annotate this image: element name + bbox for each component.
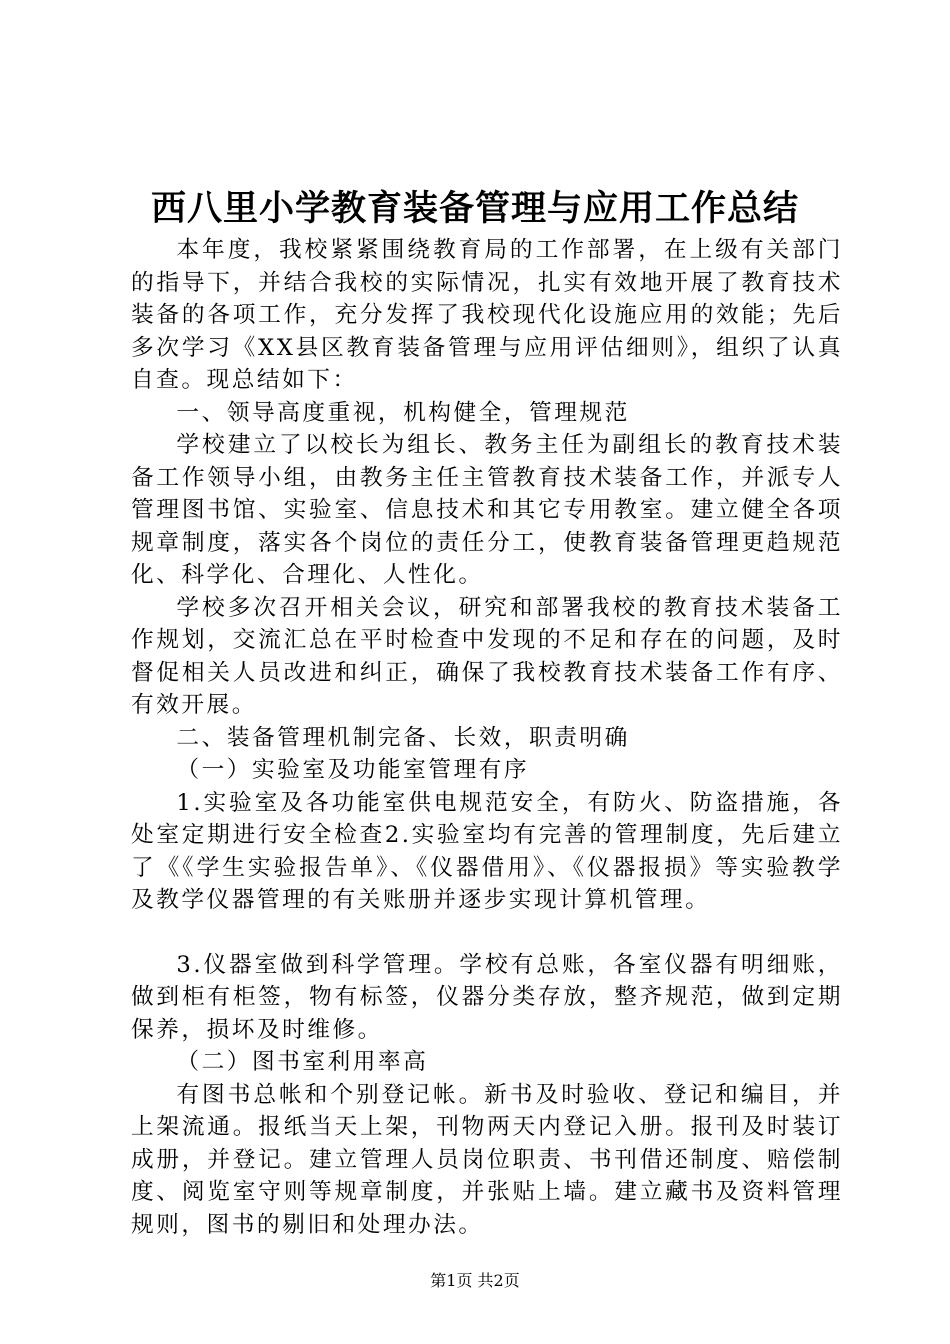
document-body	[131, 234, 843, 1241]
paragraph-leadership-group: 学校建立了以校长为组长、教务主任为副组长的教育技术装备工作领导小组，由教务主任主管教育技术装备工作，并派专人管理图书馆、实验室、信息技术和其它专用教室。建立健全各项规章制度，落实各个岗位的责任分工，使教育装备管理更趋规范化、科学化、合理化、人性化。	[131, 432, 843, 588]
document-title: 西八里小学教育装备管理与应用工作总结	[150, 189, 799, 229]
paragraph-intro: 本年度，我校紧紧围绕教育局的工作部署，在上级有关部门的指导下，并结合我校的实际情况，扎实有效地开展了教育技术装备的各项工作，充分发挥了我校现代化设施应用的效能；先后多次学习《XX县区教育装备管理与应用评估细则》，组织了认真自查。现总结如下：	[131, 237, 843, 393]
paragraph-instrument-room: 3.仪器室做到科学管理。学校有总账，各室仪器有明细账，做到柜有柜签，物有标签，仪器分类存放，整齐规范，做到定期保养，损坏及时维修。	[131, 951, 843, 1043]
section-heading-1: 一、领导高度重视，机构健全，管理规范	[176, 399, 630, 426]
paragraph-library: 有图书总帐和个别登记帐。新书及时验收、登记和编目，并上架流通。报纸当天上架，刊物两天内登记入册。报刊及时装订成册，并登记。建立管理人员岗位职责、书刊借还制度、赔偿制度、阅览室守则等规章制度，并张贴上墙。建立藏书及资料管理规则，图书的剔旧和处理办法。	[131, 1081, 843, 1238]
section-heading-2: 二、装备管理机制完备、长效，职责明确	[176, 724, 630, 751]
paragraph-lab-management: 1.实验室及各功能室供电规范安全，有防火、防盗措施，各处室定期进行安全检查2.实验室均有完善的管理制度，先后建立了《《学生实验报告单》、《仪器借用》、《仪器报损》等实验教学及教学仪器管理的有关账册并逐步实现计算机管理。	[131, 789, 843, 913]
paragraph-meetings: 学校多次召开相关会议，研究和部署我校的教育技术装备工作规划，交流汇总在平时检查中发现的不足和存在的问题，及时督促相关人员改进和纠正，确保了我校教育技术装备工作有序、有效开展。	[131, 594, 843, 718]
page-number-footer: 第1页 共2页	[430, 1271, 520, 1290]
subsection-heading-lab: （一）实验室及功能室管理有序	[176, 757, 530, 783]
subsection-heading-library: （二）图书室利用率高	[176, 1049, 429, 1075]
